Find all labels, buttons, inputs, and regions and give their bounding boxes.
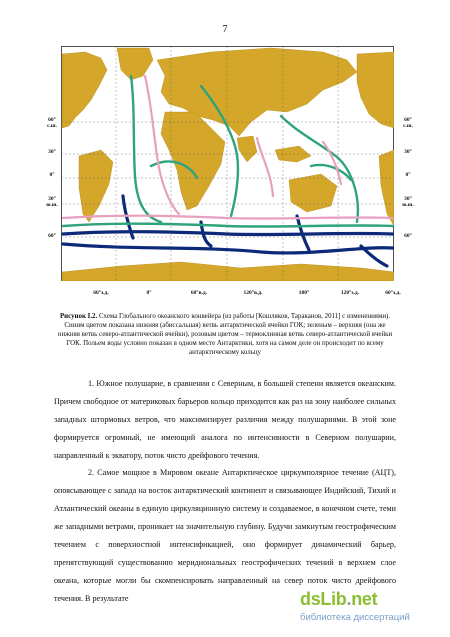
paragraph-1 [54, 375, 396, 465]
page-number: 7 [222, 24, 228, 35]
lat-label-left-60s: 60° [48, 233, 56, 239]
lon-label-180: 180° [298, 290, 310, 296]
lon-label-120w: 120°з.д. [340, 290, 360, 296]
lat-label-right-30s: 30° ю.ш. [402, 196, 414, 208]
paragraph-1-text: 1. Южное полушарие, в сравнении с Северным, в большей степени является океанским. Причем свободное от материковых барьеров кольцо приходится как раз на зону наиболее сильных западных штормовых ветров, что максимизирует различия между полушариями. В этой зоне формируется огромный, не имеющий аналога по интенсивности в Северном полушарии, направленный к экватору, поток чисто дрейфового течения. [54, 379, 396, 460]
lat-label-right-60n: 60° с.ш. [403, 117, 413, 129]
lat-label-left-0: 0° [49, 172, 55, 178]
lon-label-60e: 60°в.д. [190, 290, 208, 296]
watermark-logo-main: dsLib [300, 589, 347, 609]
figure-caption-text: Схема Глобального океанского конвейера (из работы [Кошляков, Тараканов, 2011] с изменениями). Синим цветом показана нижняя (абиссальная) ветвь антарктической ячейки ГОК; зеленым – верхняя (она же нижняя ветвь северо-атлантической ячейки), розовым цветом – термоклинная ветвь северо-атлантической ячейки ГОК. Польем воды условно показан в одном месте Антарктики, хотя на самом деле он происходит по всему антарктическому кольцу [57, 313, 393, 356]
lat-label-left-30s: 30° ю.ш. [46, 196, 58, 208]
watermark-logo-tld: net [351, 589, 378, 609]
lat-label-right-60s: 60° [404, 233, 412, 239]
watermark-tagline: библиотека диссертаций [300, 612, 410, 623]
dslib-watermark[interactable] [300, 589, 432, 629]
lon-label-120e: 120°в.д. [243, 290, 263, 296]
world-map-svg [61, 46, 394, 281]
lat-label-right-0: 0° [405, 172, 411, 178]
ocean-conveyor-map [61, 46, 394, 281]
figure-caption [54, 312, 396, 357]
lat-label-left-60n: 60° с.ш. [47, 117, 57, 129]
lon-label-60w-right: 60°з.д. [385, 290, 401, 296]
watermark-logo [300, 589, 377, 610]
paragraph-2-text: 2. Самое мощное в Мировом океане Антарктическое циркумполярное течение (АЦТ), опоясывающее с запада на восток антарктический континент и связывающее Индийский, Тихий и Атлантический океаны в единую циркуляционную систему и создаваемое, в конечном счете, теми же западными ветрами, проникает на значительную глубину. Будучи замкнутым геострофическим течением с поверхностной интенсификацией, оно формирует динамический барьер, препятствующий существованию меридиональных геострофических течений в верхнем слое океана, которые могли бы скомпенсировать направленный на север поток чисто дрейфового течения. В результате [54, 468, 396, 603]
watermark-logo-dot: . [346, 589, 352, 609]
lat-label-left-30n: 30° [48, 149, 56, 155]
lon-label-60w: 60°з.д. [93, 290, 109, 296]
lat-label-right-30n: 30° [404, 149, 412, 155]
lon-label-0: 0° [146, 290, 152, 296]
figure-label: Рисунок I.2. [59, 313, 98, 320]
